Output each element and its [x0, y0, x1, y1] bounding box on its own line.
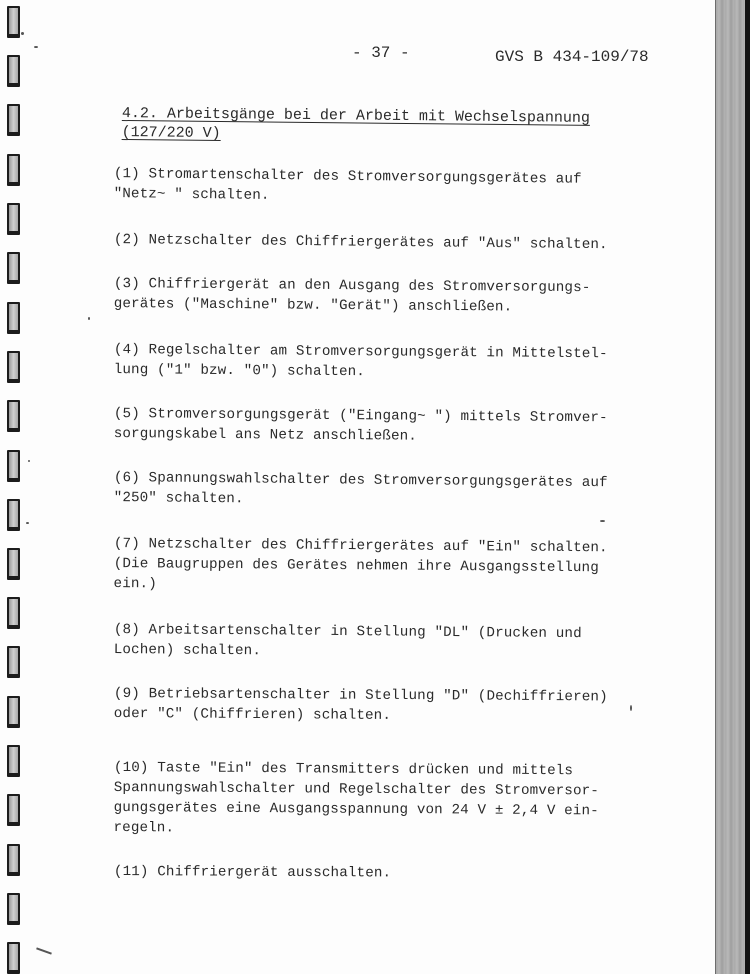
step-text: Regelschalter am Stromversorgungsgerät in Mittelstel- lung ("1" bzw. "0") schalten. — [113, 342, 608, 381]
step-number: (7) — [113, 535, 140, 553]
scan-speck — [28, 460, 30, 462]
procedure-step — [114, 340, 624, 384]
punch-hole — [7, 400, 20, 432]
scan-speck — [21, 32, 24, 35]
binder-punch-holes — [0, 0, 30, 974]
punch-hole — [7, 548, 20, 580]
punch-hole — [7, 203, 20, 235]
step-text: Taste "Ein" des Transmitters drücken und mittels Spannungswahlschalter und Regelschalter des Stromversor- gungsgerätes eine Ausgangsspannung von 24 V ± 2,4 V ein- regeln. — [113, 760, 600, 837]
step-number: (11) — [113, 864, 149, 881]
scan-speck — [600, 520, 605, 522]
punch-hole — [7, 646, 20, 678]
step-number: (10) — [113, 759, 149, 777]
procedure-step — [114, 684, 624, 728]
section-title: 4.2. Arbeitsgänge bei der Arbeit mit Wechselspannung (127/220 V) — [121, 104, 591, 143]
punch-hole — [7, 844, 20, 876]
step-text: Netzschalter des Chiffriergerätes auf "Aus" schalten. — [148, 232, 608, 254]
procedure-step — [114, 404, 624, 448]
step-number: (9) — [113, 685, 140, 703]
procedure-step — [113, 534, 624, 598]
procedure-step — [114, 468, 624, 513]
procedure-step — [114, 274, 624, 318]
punch-hole — [7, 252, 20, 284]
punch-hole — [7, 794, 20, 826]
step-text: Netzschalter des Chiffriergerätes auf "Ein" schalten. (Die Baugruppen des Gerätes nehmen ihre Ausgangsstellung ein.) — [113, 536, 608, 593]
step-number: (3) — [113, 275, 140, 293]
page-number: - 37 - — [352, 44, 410, 62]
punch-hole — [7, 351, 20, 383]
punch-hole — [7, 6, 20, 38]
punch-hole — [7, 302, 20, 334]
scan-speck — [34, 46, 38, 48]
step-number: (4) — [113, 341, 140, 359]
step-number: (1) — [113, 165, 140, 183]
document-reference: GVS B 434-109/78 — [495, 48, 649, 66]
punch-hole — [7, 104, 20, 136]
scan-mark — [36, 947, 52, 954]
punch-hole — [7, 499, 20, 531]
procedure-step — [114, 230, 624, 255]
step-text: Chiffriergerät an den Ausgang des Stromversorgungs- gerätes ("Maschine" bzw. "Gerät") anschließen. — [113, 276, 591, 316]
punch-hole — [7, 154, 20, 186]
binding-shadow — [745, 0, 750, 974]
step-text: Betriebsartenschalter in Stellung "D" (Dechiffrieren) oder "C" (Chiffrieren) schalten. — [113, 686, 608, 724]
step-text: Arbeitsartenschalter in Stellung "DL" (Drucken und Lochen) schalten. — [113, 622, 582, 660]
step-text: Spannungswahlschalter des Stromversorgungsgerätes auf "250" schalten. — [113, 470, 608, 508]
scan-speck — [26, 522, 29, 524]
punch-hole — [7, 696, 20, 728]
procedure-step — [114, 164, 624, 210]
punch-hole — [7, 450, 20, 482]
punch-hole — [7, 745, 20, 777]
step-number: (6) — [113, 469, 140, 487]
procedure-step — [114, 862, 624, 885]
punch-hole — [7, 942, 20, 974]
step-number: (8) — [113, 621, 140, 639]
scan-speck — [88, 317, 90, 320]
punch-hole — [7, 597, 20, 629]
step-number: (5) — [113, 405, 140, 423]
step-text: Stromartenschalter des Stromversorgungsgerätes auf "Netz~ " schalten. — [113, 166, 582, 204]
procedure-step — [113, 758, 624, 842]
step-text: Chiffriergerät ausschalten. — [157, 864, 392, 882]
step-text: Stromversorgungsgerät ("Eingang~ ") mittels Stromver- sorgungskabel ans Netz anschließen. — [113, 406, 608, 445]
punch-hole — [7, 55, 20, 87]
step-number: (2) — [113, 231, 140, 249]
punch-hole — [7, 893, 20, 925]
procedure-step — [114, 620, 624, 664]
scan-speck — [630, 705, 632, 711]
